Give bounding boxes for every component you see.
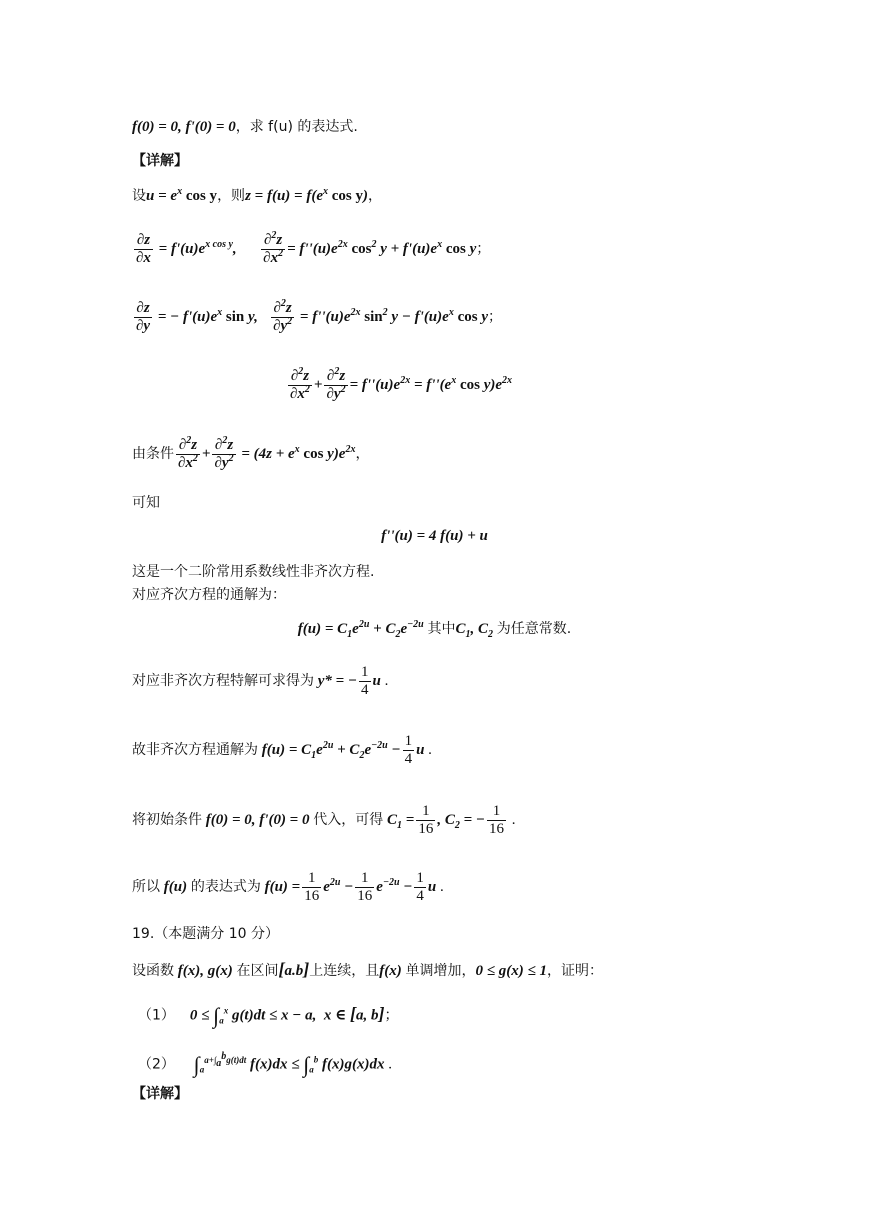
init-line: 将初始条件 f(0) = 0, f'(0) = 0 代入，可得 $C_1$ = $\frac{1}{16}$ , $C_2$ = − $\frac{1}{16}$ . <box>132 803 516 838</box>
keyi-text: 可知 <box>132 495 160 511</box>
dz-dx: $\frac{\partial z}{\partial x}$ <box>136 232 151 267</box>
general-line: 故非齐次方程通解为 $f(u) = C_1e^{2u} + C_2e^{-2u}$ − $\frac{1}{4}$ u . <box>132 733 432 768</box>
detail-heading-1: 【详解】 <box>132 153 188 169</box>
intro-line <box>132 118 358 136</box>
sum-line: $\frac{\partial^2z}{\partial x^2}$ + $\frac{\partial^2z}{\partial y^2}$ = $f''(u)e^{2x} = f''(e^x$ $\cos y)e^{2x}$ <box>290 366 513 403</box>
partial-x-line: $\frac{\partial z}{\partial x}$ = $f'(u)e^{x cos y}$, $\frac{\partial^2z}{\partial x^2}$ = $f''(u)e^{2x}$ $\cos^2 y + f'(u)e^x$ cos y； <box>136 230 491 267</box>
substitution-line <box>132 187 382 205</box>
intro-text: ，求 f(u) 的表达式. <box>235 119 358 135</box>
sub-mid: ，则 <box>217 188 246 204</box>
partial-y-line: $\frac{\partial z}{\partial y}$ = − $f'(u)e^x$ sin y, $\frac{\partial^2z}{\partial y^2}$ = $f''(u)e^{2x}$ $\sin^2 y - f'(u)e^x$ cos y； <box>136 298 502 335</box>
sub-z: $z = f(u) = f(e^x$ cos y) <box>245 186 368 204</box>
condition-line: 由条件 $\frac{\partial^2z}{\partial x^2}$ + $\frac{\partial^2z}{\partial y^2}$ = ($4z + e^x$ $\cos y)e^{2x}$， <box>132 435 370 472</box>
sub-end: ， <box>367 188 382 204</box>
intro-condition: f(0) = 0, f'(0) = 0 <box>132 119 236 135</box>
desc-1: 这是一个二阶常用系数线性非齐次方程. <box>132 564 375 580</box>
setup-line: 设函数 f(x), g(x) 在区间[a.b]上连续，且f(x) 单调增加，0 ≤ g(x) ≤ 1，证明： <box>132 959 603 979</box>
condition-pre: 由条件 <box>132 446 174 463</box>
d2z-dy2: $\frac{\partial^2z}{\partial y^2}$ <box>273 298 293 335</box>
dz-dy: $\frac{\partial z}{\partial y}$ <box>136 300 151 335</box>
sub-u: $u = e^x$ cos y <box>146 186 218 204</box>
problem-19-title: 19.（本题满分 10 分） <box>132 926 279 942</box>
part-2: （2） $\int_a^{a+\int_a^bg(t)dt}$ $f(x)dx \le \int_a^b$ f(x)g(x)dx . <box>138 1050 393 1077</box>
result-line: 所以 f(u) 的表达式为 f(u) = $\frac{1}{16}$ $e^{2u}$ − $\frac{1}{16}$ $e^{-2u}$ − $\frac{1}{4}$ u . <box>132 870 444 905</box>
sub-pre: 设 <box>132 188 146 204</box>
part-1: （1） $0 \le \int_a^x$ g(t)dt ≤ x − a, x ∈ [a, b]； <box>138 1003 399 1028</box>
desc-2: 对应齐次方程的通解为： <box>132 587 286 603</box>
homog-solution: $f(u) = C_1e^{2u} + C_2e^{-2u}$ 其中$C_1$, $C_2$ 为任意常数. <box>297 619 572 640</box>
particular-line: 对应非齐次方程特解可求得为 y* = − $\frac{1}{4}$ u . <box>132 664 389 699</box>
d2z-dx2: $\frac{\partial^2z}{\partial x^2}$ <box>263 230 284 267</box>
ode-equation: f''(u) = 4 f(u) + u <box>381 528 488 544</box>
detail-heading-2: 【详解】 <box>132 1086 188 1102</box>
